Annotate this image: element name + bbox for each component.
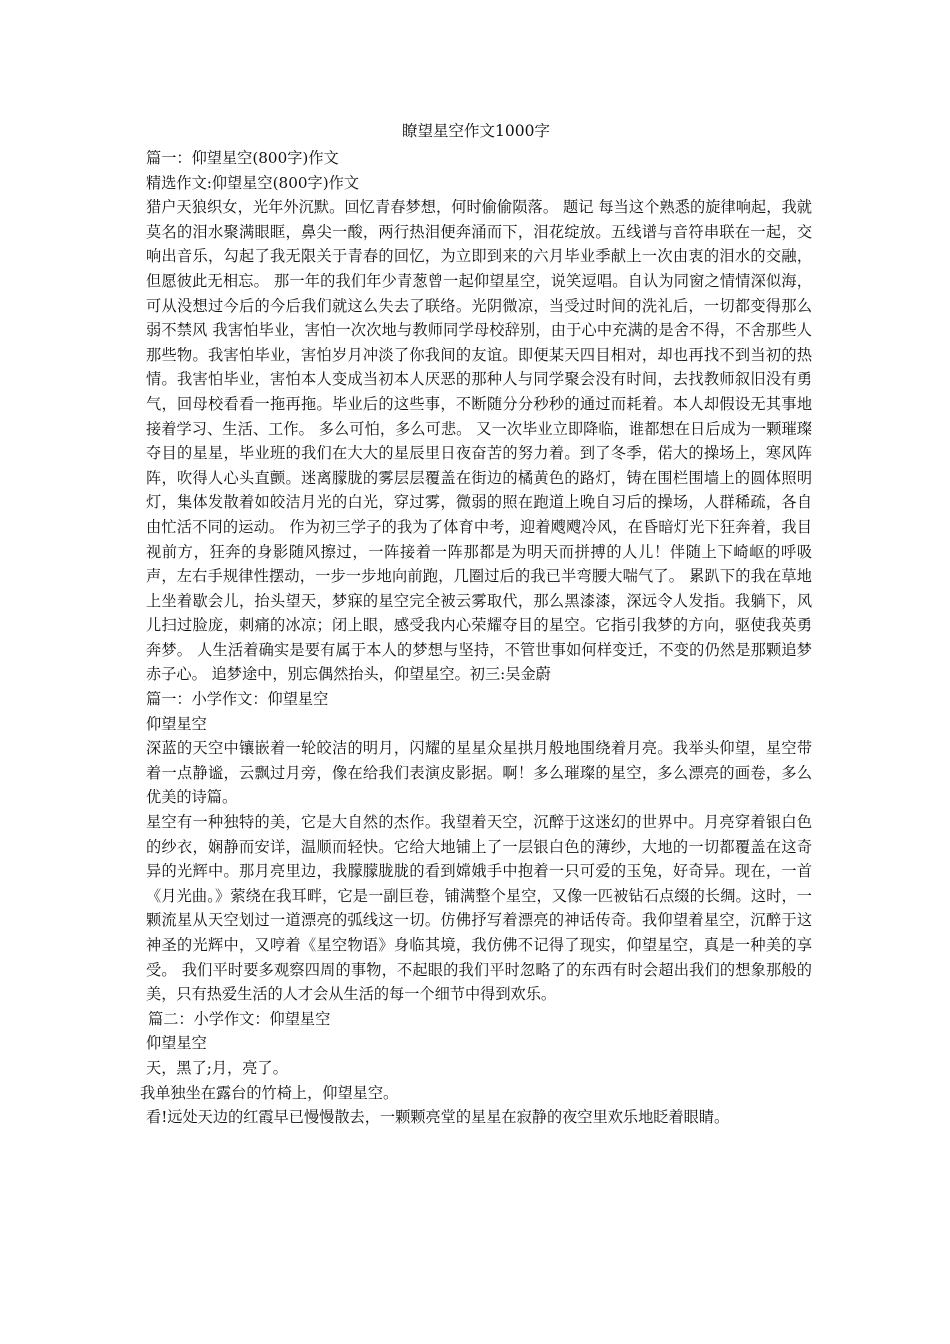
document-title: 瞭望星空作文1000字 bbox=[402, 122, 550, 140]
document-page bbox=[140, 120, 812, 1130]
section2-paragraph-2: 星空有一种独特的美，它是大自然的杰作。我望着天空，沉醉于这迷幻的世界中。月亮穿着银白色的纱衣，娴静而安详，温顺而轻快。它给大地铺上了一层银白色的薄纱，大地的一切都覆盖在这奇异的光辉中。那月亮里边，我朦朦胧胧的看到嫦娥手中抱着一只可爱的玉兔，好奇异。现在，一首《月光曲。》萦绕在我耳畔，它是一副巨卷，铺满整个星空，又像一匹被钻石点缀的长绸。这时，一颗流星从天空划过一道漂亮的弧线这一切。仿佛抒写着漂亮的神话传奇。我仰望着星空，沉醉于这神圣的光辉中，又哼着《星空物语》身临其境，我仿佛不记得了现实，仰望星空，真是一种美的享受。 我们平时要多观察四周的事物，不起眼的我们平时忽略了的东西有时会超出我们的想象那般的美，只有热爱生活的人才会从生活的每一个细节中得到欢乐。 bbox=[146, 813, 812, 1004]
section3-line-2: 我单独坐在露台的竹椅上，仰望星空。 bbox=[140, 1083, 399, 1102]
section3-subheading: 仰望星空 bbox=[146, 1034, 207, 1053]
section1-body: 猎户天狼织女，光年外沉默。回忆青春梦想，何时偷偷陨落。 题记 每当这个熟悉的旋律响起，我就莫名的泪水聚满眼眶，鼻尖一酸，两行热泪便奔涌而下，泪花绽放。五线谱与音符串联在一起，交响出音乐，勾起了我无限关于青春的回忆，为立即到来的六月毕业季献上一次由衷的泪水的交融，但愿彼此无相忘。 那一年的我们年少青葱曾一起仰望星空，说笑逗唱。自认为同窗之情情深似海，可从没想过今后的今后我们就这么失去了联络。光阴微凉，当受过时间的洗礼后，一切都变得那么弱不禁风 我害怕毕业，害怕一次次地与教师同学母校辞别，由于心中充满的是舍不得，不舍那些人那些物。我害怕毕业，害怕岁月冲淡了你我间的友谊。即便某天四目相对，却也再找不到当初的热情。我害怕毕业，害怕本人变成当初本人厌恶的那种人与同学聚会没有时间，去找教师叙旧没有勇气，回母校看看一拖再拖。毕业后的这些事，不断随分分秒秒的通过而耗着。本人却假设无其事地接着学习、生活、工作。 多么可怕，多么可悲。 又一次毕业立即降临，谁都想在日后成为一颗璀璨夺目的星星，毕业班的我们在大大的星辰里日夜奋苦的努力着。到了冬季，偌大的操场上，寒风阵阵，吹得人心头直颤。迷离朦胧的雾层层覆盖在街边的橘黄色的路灯，铸在围栏围墙上的圆体照明灯，集体发散着如皎洁月光的白光，穿过雾，微弱的照在跑道上晚自习后的操场，人群稀疏，各自由忙活不同的运动。 作为初三学子的我为了体育中考，迎着飕飕冷风，在昏暗灯光下狂奔着，我目视前方，狂奔的身影随风擦过，一阵接着一阵那都是为明天而拼搏的人儿！伴随上下崎岖的呼吸声，左右手规律性摆动，一步一步地向前跑，几圈过后的我已半弯腰大喘气了。 累趴下的我在草地上坐着歇会儿，抬头望天，梦寐的星空完全被云雾取代，那么黑漆漆，深远令人发指。我躺下，风儿扫过脸庞，刺痛的冰凉；闭上眼，感受我内心荣耀夺目的星空。它指引我梦的方向，驱使我英勇奔梦。 人生活着确实是要有属于本人的梦想与坚持，不管世事如何样变迁，不变的仍然是那颗追梦赤子心。 追梦途中，别忘偶然抬头，仰望星空。初三:吴金蔚 bbox=[146, 198, 812, 684]
section3-line-3: 看!远处天边的红霞早已慢慢散去，一颗颗亮堂的星星在寂静的夜空里欢乐地眨着眼睛。 bbox=[146, 1108, 730, 1127]
section1-heading: 篇一：仰望星空(800字)作文 bbox=[146, 149, 339, 167]
section2-subheading: 仰望星空 bbox=[146, 714, 207, 733]
section3-heading: 篇二：小学作文：仰望星空 bbox=[148, 1009, 331, 1028]
section3-line-1: 天，黑了;月，亮了。 bbox=[146, 1058, 288, 1077]
section2-heading: 篇一：小学作文：仰望星空 bbox=[146, 690, 329, 709]
section2-paragraph-1: 深蓝的天空中镶嵌着一轮皎洁的明月，闪耀的星星众星拱月般地围绕着月亮。我举头仰望，星空带着一点静谧，云飘过月旁，像在给我们表演皮影据。啊！多么璀璨的星空，多么漂亮的画卷，多么优美的诗篇。 bbox=[146, 739, 812, 807]
section1-subheading: 精选作文:仰望星空(800字)作文 bbox=[146, 173, 360, 192]
